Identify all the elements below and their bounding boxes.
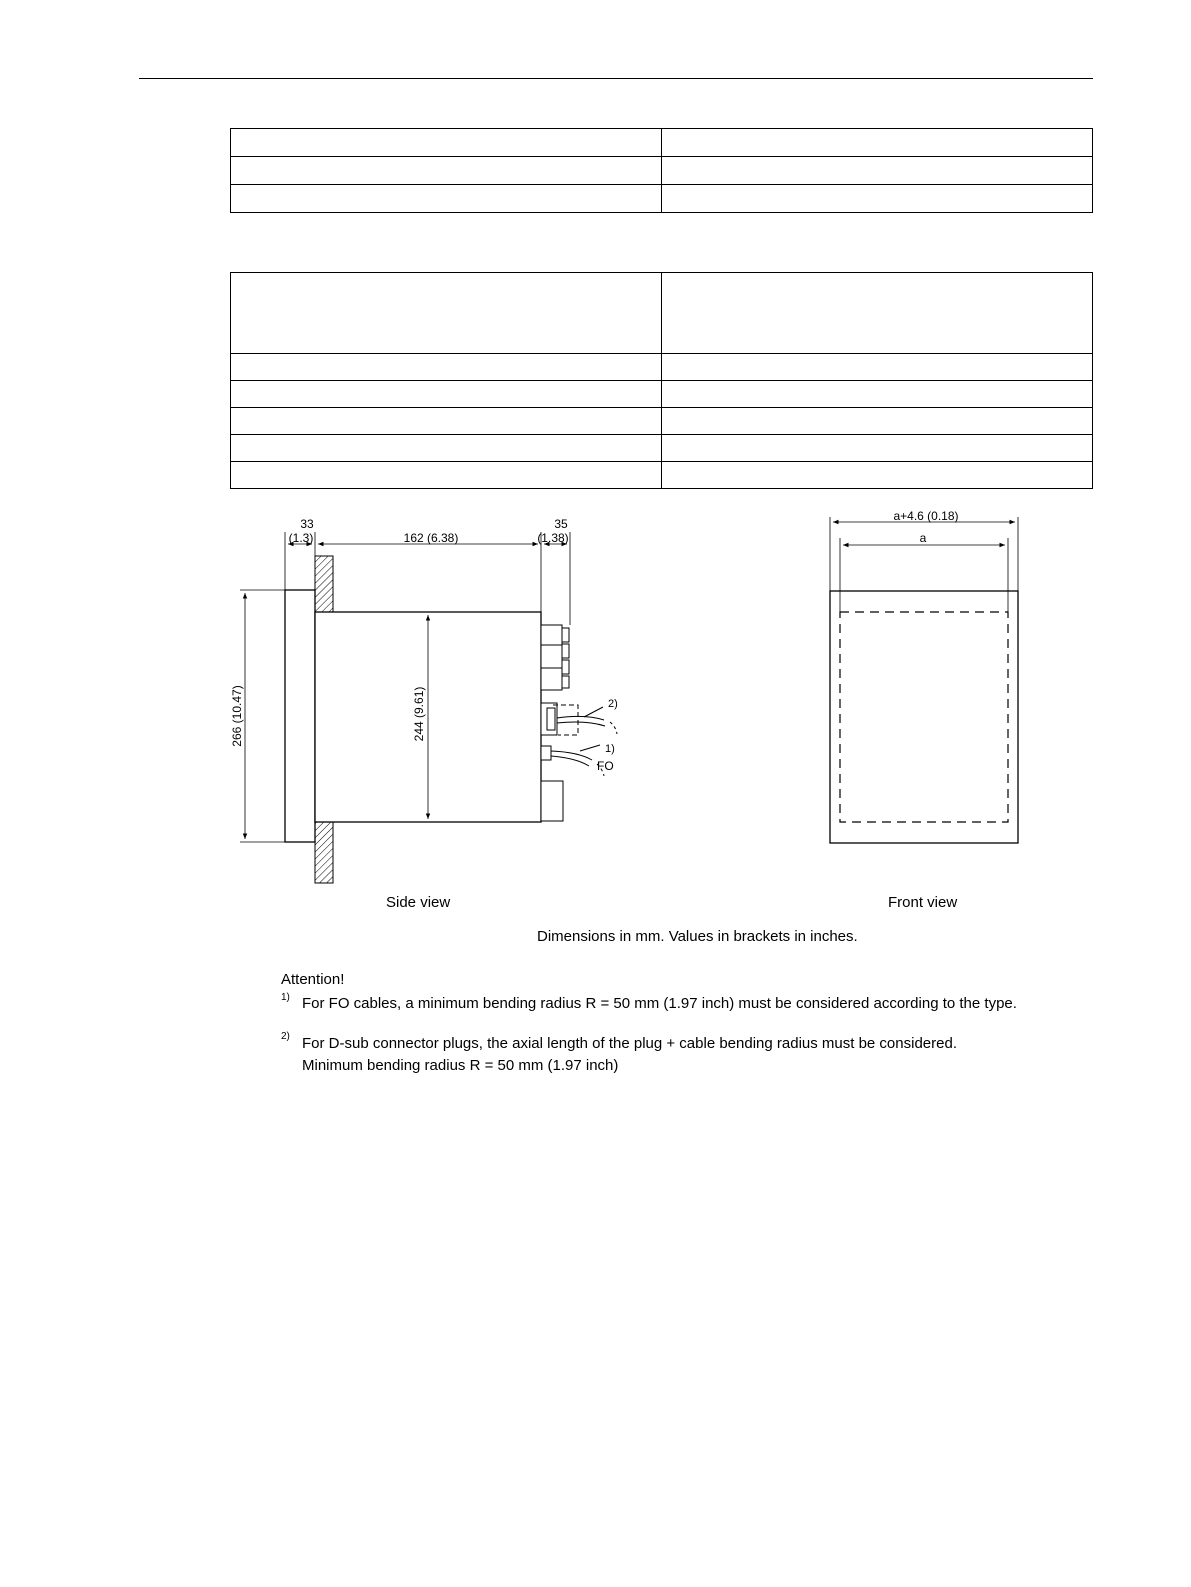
front-plate <box>285 590 315 842</box>
note2-text-line1: For D-sub connector plugs, the axial length of the plug + cable bending radius must be considered. <box>302 1035 957 1052</box>
ref-marker-1: 1) <box>605 743 615 755</box>
dim-front-depth: 33 <box>300 517 314 531</box>
attention-heading: Attention! <box>281 971 345 988</box>
note1-text: For FO cables, a minimum bending radius R = 50 mm (1.97 inch) must be considered according to the type. <box>302 995 1017 1012</box>
side-view-caption: Side view <box>386 894 451 911</box>
dim-outer-width: a+4.6 (0.18) <box>893 509 959 523</box>
note2-marker: 2) <box>281 1031 290 1042</box>
front-view-caption: Front view <box>888 894 958 911</box>
dim-inner-width: a <box>919 531 927 545</box>
front-outline <box>830 591 1018 843</box>
dim-rear-depth-inch: (1.38) <box>537 531 569 545</box>
dim-rear-depth: 35 <box>554 517 568 531</box>
units-note: Dimensions in mm. Values in brackets in inches. <box>537 928 858 945</box>
fo-label: FO <box>597 759 614 773</box>
note1-marker: 1) <box>281 992 290 1003</box>
dim-total-height: 266 (10.47) <box>230 685 244 747</box>
side-view <box>230 517 618 883</box>
dim-body-depth: 162 (6.38) <box>403 531 459 545</box>
note2-text-line2: Minimum bending radius R = 50 mm (1.97 inch) <box>302 1057 619 1074</box>
front-view <box>830 509 1018 843</box>
dim-front-depth-inch: (1.3) <box>288 531 314 545</box>
dim-body-height: 244 (9.61) <box>412 686 426 742</box>
ref-marker-2: 2) <box>608 698 618 710</box>
rear-connectors <box>541 625 569 821</box>
